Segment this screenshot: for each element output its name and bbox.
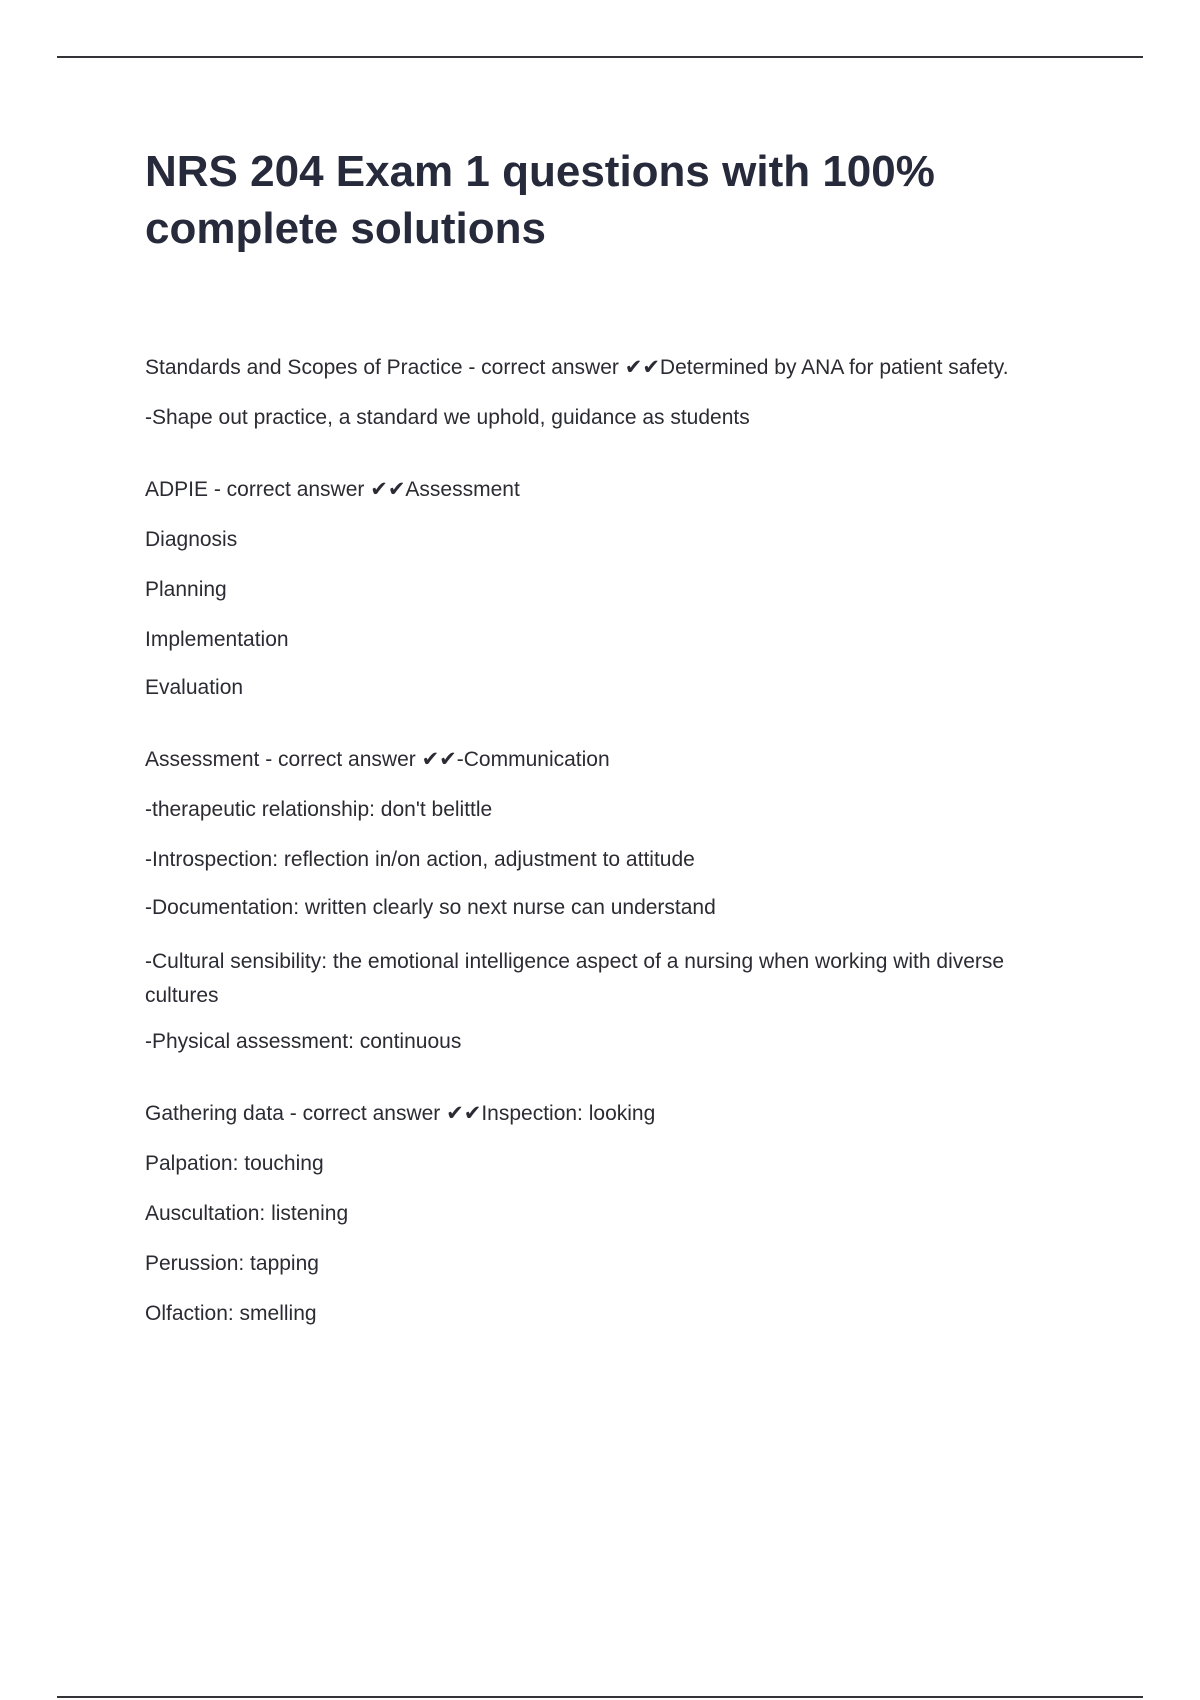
qa-line: ADPIE - correct answer ✔✔Assessment [145, 478, 520, 501]
qa-item [145, 477, 1075, 701]
footer-rule [57, 1696, 1143, 1698]
qa-line: Planning [145, 578, 227, 601]
qa-line: Olfaction: smelling [145, 1302, 317, 1325]
qa-line: -Cultural sensibility: the emotional intelligence aspect of a nursing when working with diverse cultures [145, 950, 1005, 1007]
qa-line: Assessment - correct answer ✔✔-Communication [145, 748, 610, 771]
qa-item [145, 747, 1075, 1055]
qa-line: -therapeutic relationship: don't belittle [145, 798, 493, 821]
header-rule [57, 56, 1143, 58]
qa-item [145, 355, 1075, 431]
qa-line: -Documentation: written clearly so next nurse can understand [145, 896, 716, 919]
qa-line: Diagnosis [145, 528, 238, 551]
qa-line: Gathering data - correct answer ✔✔Inspection: looking [145, 1102, 656, 1125]
qa-line: Palpation: touching [145, 1152, 324, 1175]
qa-line: -Physical assessment: continuous [145, 1030, 462, 1053]
qa-line: Auscultation: listening [145, 1202, 349, 1225]
qa-line: Implementation [145, 628, 289, 651]
qa-line: Evaluation [145, 676, 244, 699]
qa-line: Perussion: tapping [145, 1252, 319, 1275]
qa-line: -Shape out practice, a standard we uphold, guidance as students [145, 406, 750, 429]
qa-line: -Introspection: reflection in/on action, adjustment to attitude [145, 848, 695, 871]
qa-line: Standards and Scopes of Practice - correct answer ✔✔Determined by ANA for patient safety. [145, 356, 1009, 379]
qa-item [145, 1101, 1075, 1327]
document-title: NRS 204 Exam 1 questions with 100% complete solutions [145, 147, 935, 253]
document-body [145, 355, 1075, 1373]
